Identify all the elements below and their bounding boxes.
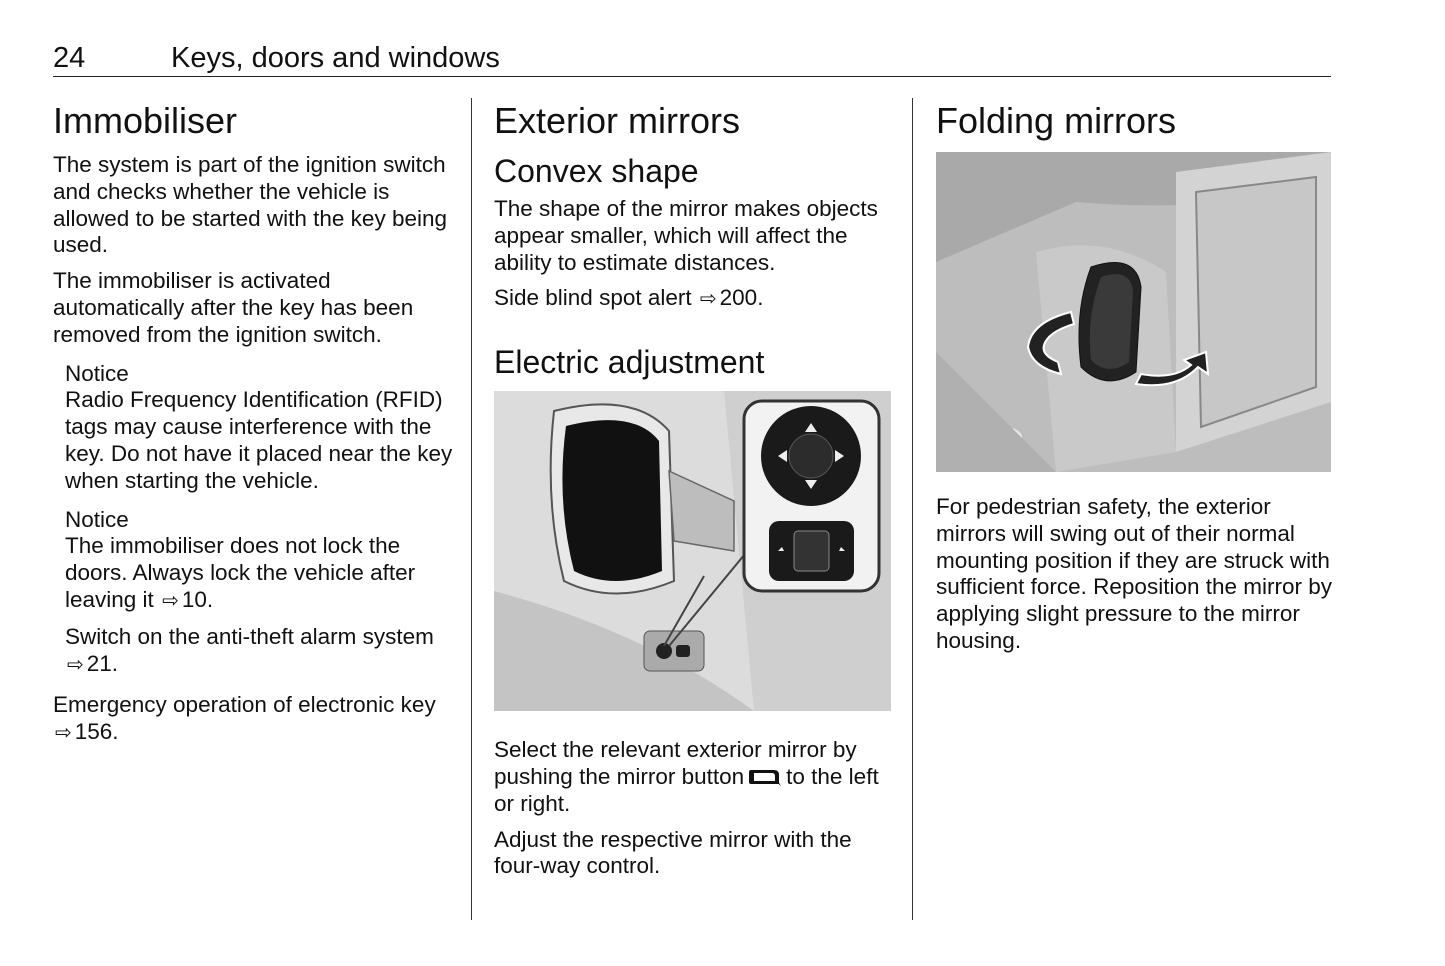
column-exterior-mirrors: [494, 100, 894, 889]
notice-text: Radio Frequency Identification (RFID) tags may cause interference with the key. Do not have it placed near the key when starting the vehicle.: [65, 387, 453, 493]
electric-adjustment-heading: Electric adjustment: [494, 344, 765, 381]
notice-text: The immobiliser does not lock the doors. Always lock the vehicle after leaving it ⇨ 10.: [65, 533, 416, 612]
mirror-control-illustration: [494, 391, 891, 711]
folding-mirror-illustration: [936, 152, 1331, 472]
page-header: [53, 40, 1331, 77]
notice-block: [53, 361, 453, 679]
select-mirror-paragraph: Select the relevant exterior mirror by pushing the mirror button to the left or right.: [494, 737, 879, 816]
folding-paragraph: For pedestrian safety, the exterior mirrors will swing out of their normal mounting position if they are struck with sufficient force. Reposition the mirror by applying slight pressure to the mirror housing.: [936, 494, 1333, 653]
column-divider: [912, 98, 913, 920]
column-immobiliser: [53, 100, 453, 756]
convex-shape-heading: Convex shape: [494, 153, 699, 189]
page-reference[interactable]: 200.: [719, 285, 764, 311]
reference-arrow-icon: ⇨: [67, 653, 84, 676]
emergency-paragraph: Emergency operation of electronic key ⇨ 156.: [53, 692, 436, 745]
folding-mirrors-heading: Folding mirrors: [936, 100, 1177, 141]
section-title: Keys, doors and windows: [171, 42, 500, 74]
immobiliser-paragraph: The immobiliser is activated automatically after the key has been removed from the ignition switch.: [53, 268, 414, 347]
column-folding-mirrors: [936, 100, 1336, 664]
reference-arrow-icon: ⇨: [55, 722, 72, 745]
anti-theft-paragraph: Switch on the anti-theft alarm system ⇨ 21.: [65, 623, 434, 676]
exterior-mirrors-heading: Exterior mirrors: [494, 100, 741, 141]
notice-title: Notice: [65, 360, 129, 386]
page-reference[interactable]: 21.: [86, 650, 119, 676]
convex-paragraph: The shape of the mirror makes objects appear smaller, which will affect the ability to estimate distances.: [494, 196, 878, 275]
reference-arrow-icon: ⇨: [699, 288, 717, 311]
notice-title: Notice: [65, 506, 129, 532]
page-number: 24: [53, 42, 86, 74]
immobiliser-paragraph: The system is part of the ignition switch and checks whether the vehicle is allowed to be started with the key being used.: [53, 152, 447, 258]
page-reference[interactable]: 10.: [181, 586, 214, 612]
four-way-paragraph: Adjust the respective mirror with the four-way control.: [494, 826, 852, 879]
mirror-button-icon: [748, 767, 782, 787]
immobiliser-heading: Immobiliser: [53, 100, 238, 141]
column-divider: [471, 98, 472, 920]
page-reference[interactable]: 156.: [74, 719, 119, 745]
blind-spot-paragraph: Side blind spot alert ⇨ 200.: [494, 285, 764, 311]
reference-arrow-icon: ⇨: [162, 589, 179, 612]
